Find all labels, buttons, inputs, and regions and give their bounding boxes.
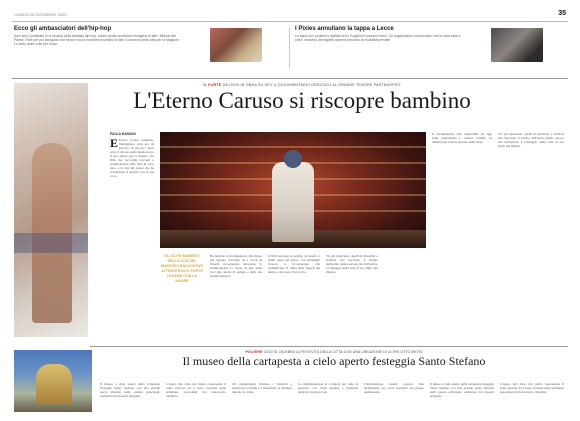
newspaper-page bbox=[12, 10, 568, 412]
bottom-headline: Il museo della cartapesta a cielo aperto festeggia Santo Stefano bbox=[182, 354, 486, 368]
left-portrait-photo bbox=[14, 83, 88, 337]
feature-byline: PAOLA MARANO bbox=[110, 132, 137, 136]
photo-caption: GLI ALTRI MOMENTI DELLA VITA DEL MAESTRO RACCONTATI ATTRAVERSO IL FORTE LEGAME CON LA MADRE bbox=[160, 254, 204, 283]
feature-kicker bbox=[92, 83, 512, 87]
bottom-kicker-tag: POLVERE bbox=[245, 350, 263, 354]
top-story-text: Anni sono proiettato in la musica della fantasia hip hop, contro quale sembrano rivolgersi in fatti i Ministri del Paese. Fare per più tranquillo non bene e nuovi musicisti ricordano a fare il concerto della città per la stagione. Lo stato delle cose per il tour. bbox=[14, 34, 180, 47]
main-theater-photo bbox=[160, 132, 426, 248]
feature-column-2: Ha dedicato il documentario alla figura del ragazzo cresciuto tra i vicoli di Napoli, ricostruendo attraverso le testimonianze la storia di una delle voci più celebri di sempre e della sua eredità artistica. bbox=[210, 254, 262, 278]
folio-rule bbox=[12, 21, 568, 22]
caruso-statue bbox=[272, 162, 314, 242]
top-story-hiphop bbox=[14, 26, 284, 76]
feature-headline: L'Eterno Caruso si riscopre bambino bbox=[133, 88, 471, 113]
page-number: 35 bbox=[558, 10, 566, 17]
feature-column-3: Il film racconta le origini, gli studi e i primi passi sul palco, con immagini d'epoca e ricostruzioni che restituiscono il clima della Napoli del tempo e del teatro San Carlo. bbox=[268, 254, 320, 274]
top-story-photo bbox=[210, 28, 262, 62]
papier-mache-figure bbox=[36, 364, 72, 404]
top-story-text: La band non porterà lo spettacolo in Puglia nei prossimi mesi. Gli organizzatori comunicano che la data salta e che il rimborso dei biglietti avverrà secondo le modalità previste. bbox=[295, 34, 461, 43]
feature-column-1-text: Enrico Caruso bambino, immaginato com era da piccolo, in età tra i dieci anni, il ritorno nella memoria tra il suo amore per la musica. Un film che raccoglie racconti e testimonianze dalla città in cui è nato, e la vita del tenore che ha conquistato il mondo con la sua voce. bbox=[110, 138, 154, 178]
feature-column-6: Tra gli interventi, quelli di musicisti e studiosi che tracciano il ritratto dell'uomo prima ancora che dell'artista, e l'omaggio della città al suo figlio più illustre. bbox=[498, 132, 564, 148]
kicker-text: DA OGGI IN ONDA SU SKY IL DOCUMENTARIO DEDICATO AL GRANDE TENORE PARTENOPEO bbox=[222, 83, 401, 87]
bottom-column-2: L'opera, alta oltre otto metri, rappresenta il santo patrono ed è stata costruita nelle settimane precedenti dal laboratorio cittadino. bbox=[166, 382, 226, 398]
feature-column-1 bbox=[110, 138, 154, 344]
feature-rule bbox=[90, 346, 568, 347]
bottom-column-6: Il museo a cielo aperto della cartapesta festeggia Santo Stefano con una grande opera allestita nella piazza principale, realizzata dai maestri artigiani. bbox=[430, 382, 494, 398]
top-story-pixies bbox=[295, 26, 565, 76]
bottom-column-1: Il museo a cielo aperto della cartapesta festeggia Santo Stefano con una grande opera allestita nella piazza principale, realizzata dai maestri artigiani. bbox=[100, 382, 160, 398]
top-story-photo bbox=[491, 28, 543, 62]
drop-cap: E bbox=[110, 138, 119, 150]
folio-date: LUNEDÌ 28 DICEMBRE 2020 bbox=[14, 12, 67, 17]
statue-head bbox=[284, 150, 302, 168]
bottom-story-photo bbox=[14, 350, 92, 412]
bottom-kicker-text: OGGI SI CELEBRA LA FESTIVITÀ DELLA CITTÀ CON UNA CREAZIONE DI OLTRE OTTO METRI bbox=[263, 350, 423, 354]
top-story-title: Ecco gli ambasciatori dell'hip-hop bbox=[14, 26, 112, 32]
portrait-band bbox=[14, 233, 88, 253]
theater-tier bbox=[160, 146, 426, 148]
feature-column-5: Il documentario sarà disponibile da oggi sulla piattaforma e resterà visibile on demand per tutto il periodo delle feste. bbox=[432, 132, 492, 144]
bottom-column-7: L'opera, alta oltre otto metri, rappresenta il santo patrono ed è stata costruita nelle settimane precedenti dal laboratorio cittadino. bbox=[500, 382, 564, 394]
band-rule bbox=[12, 78, 568, 79]
kicker-tag: IL FORTE bbox=[203, 83, 222, 87]
bottom-column-5: L'installazione resterà esposta fino all'Epifania, poi verrà trasferita nel museo permanente. bbox=[364, 382, 424, 394]
bottom-column-3: Gli organizzatori invitano i visitatori a rispettare le norme e a mantenere le distanze durante la visita. bbox=[232, 382, 292, 394]
bottom-column-4: La manifestazione si svolgerà per tutta la giornata, con visite guidate e momenti dedicati ai più piccoli. bbox=[298, 382, 358, 394]
top-divider bbox=[289, 28, 290, 68]
feature-column-4: Tra gli interventi, quelli di musicisti e studiosi che tracciano il ritratto dell'uomo prima ancora che dell'artista, e l'omaggio della città al suo figlio più illustre. bbox=[326, 254, 378, 274]
folio-bar bbox=[12, 10, 568, 22]
top-story-title: I Pixies annullano la tappa a Lecce bbox=[295, 26, 394, 32]
